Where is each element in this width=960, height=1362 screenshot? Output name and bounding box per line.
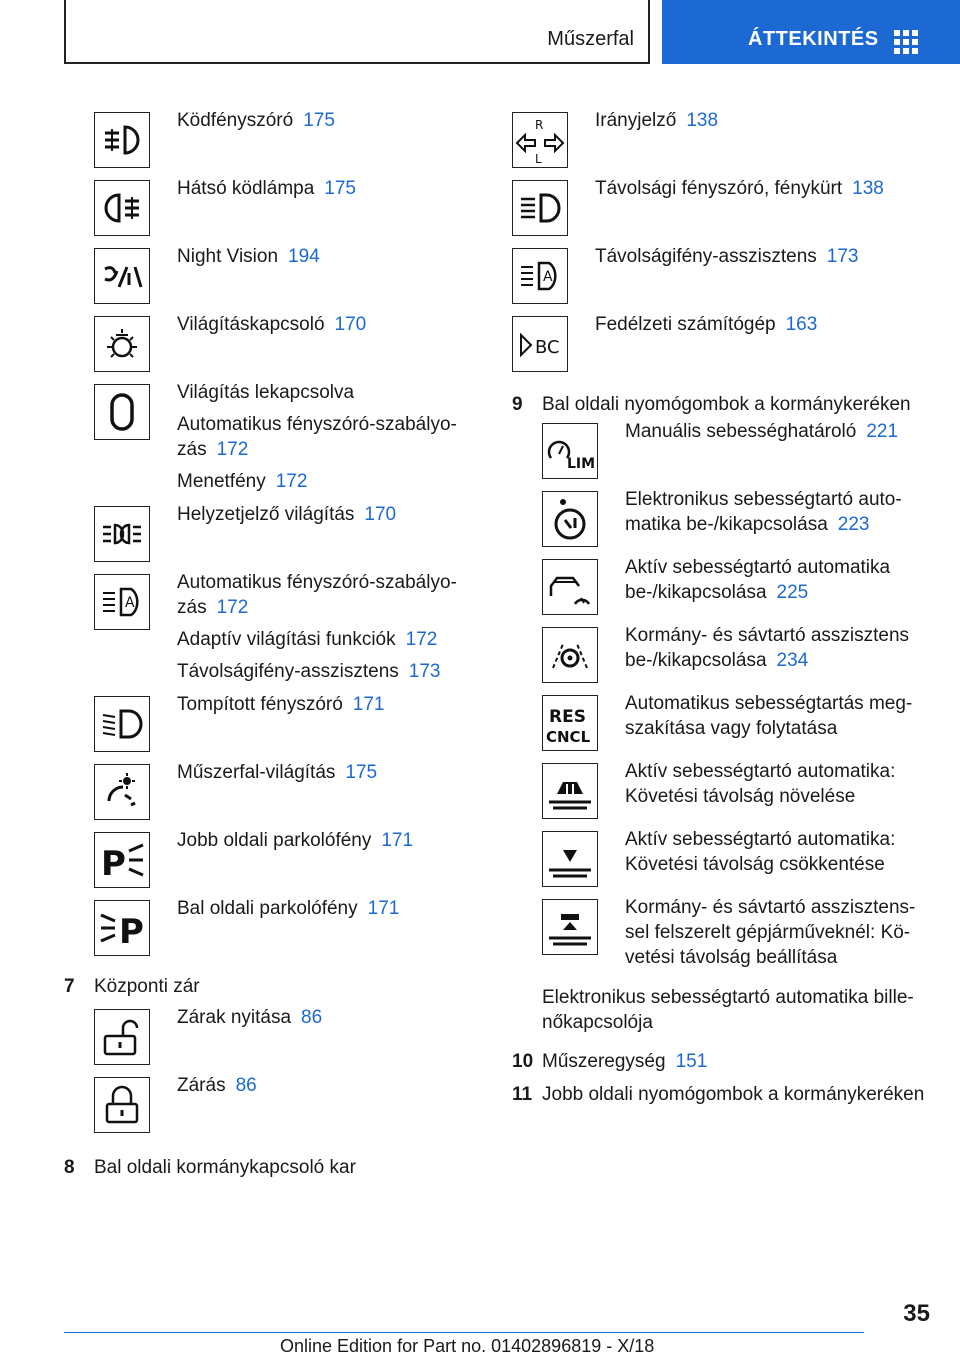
list-item (542, 691, 932, 759)
item-line (177, 380, 464, 405)
list-item (94, 502, 464, 570)
item-label: Kormány- és sávtartó asszisztens-sel felszerelt gépjárműveknél: Kö-vetési távolság beállítása (625, 897, 916, 968)
section-8: 8 Bal oldali kormánykapcsoló kar (64, 1157, 356, 1178)
active-cruise-icon (542, 559, 598, 615)
item-text (177, 1005, 464, 1030)
chapter-title: ÁTTEKINTÉS (748, 28, 879, 50)
onboard-computer-icon (512, 316, 568, 372)
item-text (177, 570, 464, 684)
item-label: Automatikus fényszóró-szabályo-zás (177, 572, 457, 618)
item-label: Elektronikus sebességtartó auto-matika be-/kikapcsolása (625, 489, 902, 535)
svg-text:P: P (119, 912, 144, 952)
auto-headlight-icon (94, 574, 150, 630)
page-link[interactable]: 175 (303, 110, 335, 131)
page-link[interactable]: 173 (826, 246, 859, 267)
list-item (94, 244, 464, 312)
page-link[interactable]: 171 (381, 830, 414, 851)
item-text (595, 312, 932, 337)
section-10: 10 Műszeregység 151 (512, 1051, 708, 1072)
item-label: Aktív sebességtartó automatika be-/kikapcsolása (625, 557, 891, 603)
list-item (94, 570, 464, 692)
item-label: Menetfény (177, 471, 266, 492)
page-link[interactable]: 221 (866, 421, 899, 442)
page-link[interactable]: 138 (852, 178, 884, 199)
item-label: Jobb oldali parkolófény (177, 830, 372, 851)
distance-decrease-icon (542, 831, 598, 887)
distance-increase-icon (542, 763, 598, 819)
item-text (177, 312, 464, 337)
item-line (177, 502, 464, 527)
item-line (625, 691, 932, 741)
svg-text:RES: RES (549, 707, 586, 727)
item-label: Távolságifény-asszisztens (177, 661, 399, 682)
list-item (94, 176, 464, 244)
list-item (94, 760, 464, 828)
item-line (595, 176, 932, 201)
item-label: Manuális sebességhatároló (625, 421, 857, 442)
item-line (625, 895, 932, 970)
item-label: Tompított fényszóró (177, 694, 343, 715)
high-beam-icon (512, 180, 568, 236)
section-title: Műszerfal (547, 28, 634, 50)
item-line (625, 759, 932, 809)
instrument-lighting-icon (94, 764, 150, 820)
front-fog-light-icon (94, 112, 150, 168)
footer-divider (64, 1332, 864, 1333)
page-link[interactable]: 223 (837, 514, 870, 535)
page-link[interactable]: 173 (408, 661, 441, 682)
page-number: 35 (903, 1300, 930, 1327)
item-text (595, 244, 932, 269)
res-cncl-icon (542, 695, 598, 751)
lock-icon (94, 1077, 150, 1133)
svg-text:P: P (101, 844, 126, 884)
page-link[interactable]: 170 (334, 314, 367, 335)
list-item (94, 896, 464, 964)
section-11: 11 Jobb oldali nyomógombok a kormánykeréken (512, 1084, 925, 1105)
list-item (542, 895, 932, 981)
parking-lights-icon (94, 506, 150, 562)
svg-text:R: R (535, 118, 544, 132)
item-line (625, 419, 932, 444)
item-label: Aktív sebességtartó automatika: Követési távolság csökkentése (625, 829, 896, 875)
item-text (625, 487, 932, 537)
item-line (177, 469, 464, 494)
item-label: Világításkapcsoló (177, 314, 325, 335)
item-text (625, 691, 932, 741)
svg-text:A: A (543, 269, 553, 285)
svg-text:LIM: LIM (567, 456, 596, 472)
item-label: Távolsági fényszóró, fénykürt (595, 178, 843, 199)
item-line (177, 828, 464, 853)
item-line (177, 1005, 464, 1030)
item-line (177, 412, 464, 462)
list-item (94, 828, 464, 896)
item-line (625, 487, 932, 537)
item-text (177, 176, 464, 201)
svg-text:CNCL: CNCL (546, 728, 591, 746)
item-label: Aktív sebességtartó automatika: Követési távolság növelése (625, 761, 896, 807)
list-item (94, 1073, 464, 1141)
lights-off-icon (94, 384, 150, 440)
edition-text: Online Edition for Part no. 01402896819 - X/18 (280, 1336, 655, 1356)
item-label: Világítás lekapcsolva (177, 382, 355, 403)
item-label: Távolságifény-asszisztens (595, 246, 817, 267)
item-text (177, 760, 464, 785)
item-text (595, 176, 932, 201)
item-text (177, 692, 464, 717)
list-item (542, 759, 932, 827)
page-link[interactable]: 234 (776, 650, 809, 671)
item-label: Zárás (177, 1075, 226, 1096)
turn-signal-icon (512, 112, 568, 168)
page-link[interactable]: 172 (275, 471, 308, 492)
page-link[interactable]: 172 (405, 629, 438, 650)
page-link[interactable]: 172 (216, 439, 249, 460)
item-line (177, 312, 464, 337)
item-label: Zárak nyitása (177, 1007, 292, 1028)
page-link[interactable]: 86 (301, 1007, 323, 1028)
item-line (177, 108, 464, 133)
list-item (512, 244, 932, 312)
list-item (542, 827, 932, 895)
right-parking-light-icon (94, 832, 150, 888)
item-line (625, 827, 932, 877)
item-label: Automatikus sebességtartás meg-szakítása vagy folytatása (625, 693, 913, 739)
item-text (177, 828, 464, 853)
speed-limiter-icon (542, 423, 598, 479)
page-link[interactable]: 225 (776, 582, 809, 603)
page-link[interactable]: 86 (235, 1075, 257, 1096)
header-section-box (64, 0, 650, 64)
distance-set-icon (542, 899, 598, 955)
svg-text:L: L (535, 152, 542, 166)
page-link[interactable]: 172 (216, 597, 249, 618)
page-link[interactable]: 175 (345, 762, 378, 783)
page-link[interactable]: 171 (367, 898, 400, 919)
svg-text:A: A (125, 595, 135, 611)
item-label: Műszerfal-világítás (177, 762, 336, 783)
item-text (177, 896, 464, 921)
item-text (625, 895, 932, 970)
list-item (512, 312, 932, 380)
cruise-control-icon (542, 491, 598, 547)
page-link[interactable]: 163 (785, 314, 818, 335)
item-label: Night Vision (177, 246, 279, 267)
item-text (625, 419, 932, 444)
item-text (177, 502, 464, 527)
page-link[interactable]: 171 (352, 694, 385, 715)
item-line (595, 108, 932, 133)
item-line (177, 659, 464, 684)
list-item (542, 623, 932, 691)
item-label: Automatikus fényszóró-szabályo-zás (177, 414, 457, 460)
list-item (542, 419, 932, 487)
item-text (625, 759, 932, 809)
item-line (177, 896, 464, 921)
item-text (177, 380, 464, 494)
light-switch-icon (94, 316, 150, 372)
item-label: Fedélzeti számítógép (595, 314, 776, 335)
list-item (512, 108, 932, 176)
left-parking-light-icon (94, 900, 150, 956)
left-column (64, 108, 464, 1180)
item-line (177, 176, 464, 201)
item-text (625, 555, 932, 605)
right-column (512, 108, 932, 1107)
list-item (542, 555, 932, 623)
item-line (177, 244, 464, 269)
list-item (94, 108, 464, 176)
item-line (625, 623, 932, 673)
page-link[interactable]: 170 (364, 504, 397, 525)
item-line (177, 760, 464, 785)
page-link[interactable]: 194 (288, 246, 320, 267)
night-vision-icon (94, 248, 150, 304)
list-item (94, 312, 464, 380)
page-link[interactable]: 138 (686, 110, 719, 131)
grid-menu-icon[interactable] (894, 30, 922, 54)
item-line (177, 1073, 464, 1098)
item-line (595, 312, 932, 337)
list-item (94, 380, 464, 502)
item-text (177, 244, 464, 269)
item-label: Irányjelző (595, 110, 677, 131)
lane-assist-icon (542, 627, 598, 683)
cruise-rocker-text: Elektronikus sebességtartó automatika bille-nőkapcsolója (542, 987, 914, 1033)
section-9: 9 Bal oldali nyomógombok a kormánykeréken (512, 394, 911, 415)
item-label: Kormány- és sávtartó asszisztens be-/kikapcsolása (625, 625, 910, 671)
item-label: Bal oldali parkolófény (177, 898, 358, 919)
item-label: Ködfényszóró (177, 110, 294, 131)
item-label: Helyzetjelző világítás (177, 504, 355, 525)
item-text (177, 1073, 464, 1098)
list-item (512, 176, 932, 244)
header-chapter-box[interactable] (662, 0, 960, 64)
item-text (625, 623, 932, 673)
item-text (595, 108, 932, 133)
low-beam-icon (94, 696, 150, 752)
section-7: 7 Központi zár (64, 976, 200, 997)
item-line (177, 570, 464, 620)
item-line (625, 555, 932, 605)
svg-text:BC: BC (535, 337, 560, 358)
list-item (94, 692, 464, 760)
list-item (542, 487, 932, 555)
item-text (177, 108, 464, 133)
page-link[interactable]: 175 (324, 178, 356, 199)
item-label: Adaptív világítási funkciók (177, 629, 396, 650)
unlock-icon (94, 1009, 150, 1065)
list-item (94, 1005, 464, 1073)
item-line (177, 627, 464, 652)
item-text (625, 827, 932, 877)
rear-fog-light-icon (94, 180, 150, 236)
high-beam-assist-icon (512, 248, 568, 304)
item-line (595, 244, 932, 269)
item-line (177, 692, 464, 717)
item-label: Hátsó ködlámpa (177, 178, 315, 199)
